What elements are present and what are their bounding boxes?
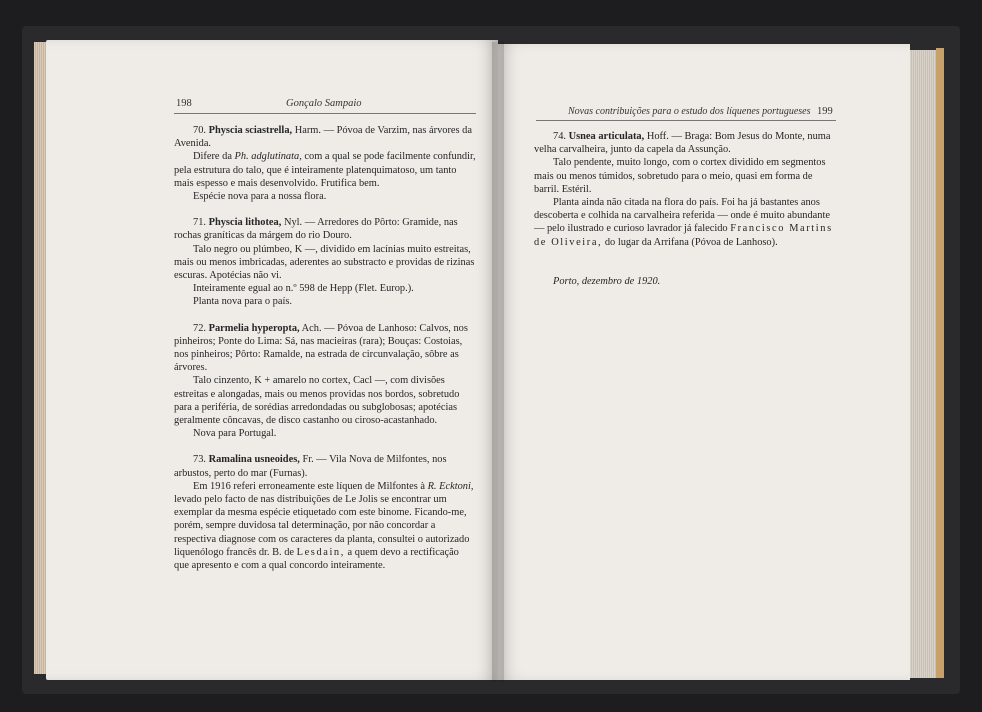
entry-72: 72. Parmelia hyperopta, Ach. — Póvoa de Lanhoso: Calvos, nos pinheiros; Ponte do Lima: Sá, nas macieiras (rara); Bouças: Costoias, nos pinheiros; Pôrto: Ramalde, na estrada de circunvalação, sôbre as árvores.	[174, 322, 468, 374]
right-text-column	[534, 130, 836, 288]
paragraph: Talo pendente, muito longo, com o cortex dividido em segmentos mais ou menos túmidos, sobretudo para o meio, quasi em forma de barril. Estéril.	[534, 157, 826, 195]
paragraph: Inteiramente egual ao n.º 598 de Hepp (Flet. Europ.).	[193, 283, 414, 295]
entry-70: 70. Physcia sciastrella, Harm. — Póvoa de Varzim, nas árvores da Avenida.	[174, 125, 472, 150]
right-header-rule	[536, 120, 836, 121]
left-text-column	[174, 124, 476, 572]
paragraph: Planta nova para o país.	[193, 296, 292, 308]
right-page-number: 199	[817, 106, 833, 117]
left-header-rule	[174, 113, 476, 114]
book-gutter	[492, 42, 504, 682]
entry-74: 74. Usnea articulata, Hoff. — Braga: Bom Jesus do Monte, numa velha carvalheira, junto da capela da Assunção.	[534, 131, 831, 156]
paragraph: Difere da Ph. adglutinata, com a qual se pode facilmente confundir, pela estrutura do talo, que é inteiramente platenquimatoso, um tanto mais espesso e mais desenvolvido. Frutifica bem.	[174, 151, 476, 189]
paragraph: Espécie nova para a nossa flora.	[193, 191, 327, 203]
left-running-head: Gonçalo Sampaio	[286, 98, 362, 109]
left-page-number: 198	[176, 98, 192, 109]
paragraph: Planta ainda não citada na flora do país. Foi ha já bastantes anos descoberta e colhida na carvalheira referida — onde é muito abundante — pelo ilustrado e curioso lavrador já falecido Francisco Martins de Oliveira, do lugar da Arrifana (Póvoa de Lanhoso).	[534, 197, 833, 248]
signature-line: Porto, dezembro de 1920.	[553, 275, 661, 287]
entry-71: 71. Physcia lithotea, Nyl. — Arredores do Pôrto: Gramide, nas rochas graníticas da márgem do rio Douro.	[174, 217, 458, 242]
right-running-head: Novas contribuições para o estudo dos líquenes portugueses	[568, 106, 811, 117]
paragraph: Em 1916 referi erroneamente este líquen de Milfontes à R. Ecktoni, levado pelo facto de nas distribuições de Le Jolis se encontrar um exemplar da mesma espécie etiquetado com este binome. Ficando-me, porém, sempre duvidosa tal determinação, por não concordar a respectiva diagnose com os caracteres da planta, consultei o autorizado liquenólogo francês dr. B. de Lesdain, a quem devo a rectificação que apresento e com a qual concordo inteiramente.	[174, 480, 474, 572]
paragraph: Talo negro ou plúmbeo, K —, dividido em lacínias muito estreitas, mais ou menos imbricadas, aderentes ao substracto e providas de rizinas escuras. Apotécias não vi.	[174, 243, 475, 282]
paragraph: Talo cinzento, K + amarelo no cortex, Cacl —, com divisões estreitas e alongadas, mais ou menos providas nos bordos, sobretudo para a periféria, de sorédias arredondadas ou subglobosas; apotécias geralmente côncavas, de disco castanho ou ciroso-acastanhado.	[174, 375, 460, 427]
paragraph: Nova para Portugal.	[193, 428, 277, 440]
right-cover-edge	[936, 48, 944, 678]
entry-73: 73. Ramalina usneoides, Fr. — Vila Nova de Milfontes, nos arbustos, perto do mar (Furnas).	[174, 454, 447, 479]
